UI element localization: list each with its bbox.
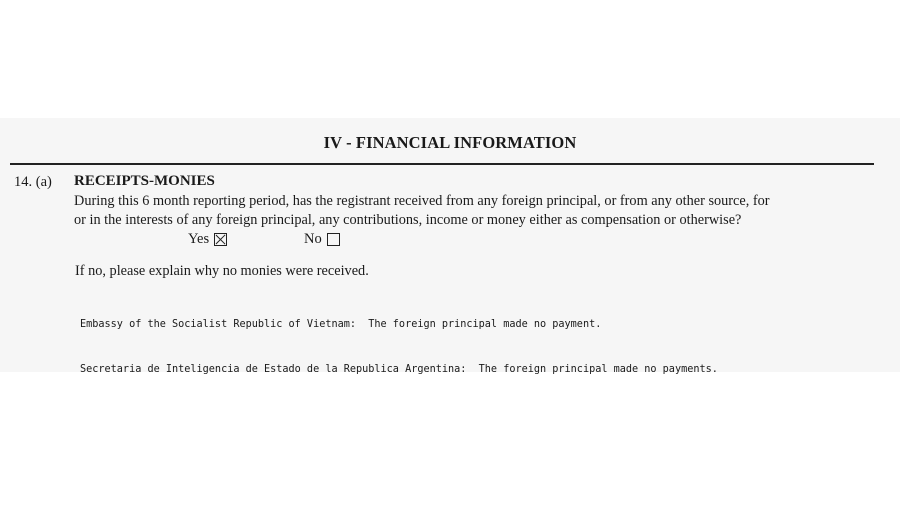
question-line: During this 6 month reporting period, has the registrant received from any foreign principal, or from any other source, for [74,193,770,209]
section-divider [10,163,874,165]
no-checkbox[interactable] [327,233,340,246]
explanation-line: Embassy of the Socialist Republic of Vietnam: The foreign principal made no payment. [80,319,602,330]
answer-yes[interactable] [188,231,227,248]
question-text [74,192,874,230]
yes-label: Yes [188,231,210,247]
item-heading: RECEIPTS-MONIES [74,173,215,189]
no-label: No [304,231,322,247]
explain-label: If no, please explain why no monies were received. [75,263,369,279]
explanation-text [80,287,718,392]
question-line: or in the interests of any foreign principal, any contributions, income or money either as compensation or otherwise? [74,212,742,228]
yes-checkbox[interactable] [214,233,227,246]
answer-no[interactable] [304,231,340,248]
item-number: 14. (a) [14,174,52,190]
section-title: IV - FINANCIAL INFORMATION [323,133,577,152]
explanation-line: Secretaria de Inteligencia de Estado de la Republica Argentina: The foreign principal made no payments. [80,364,718,375]
